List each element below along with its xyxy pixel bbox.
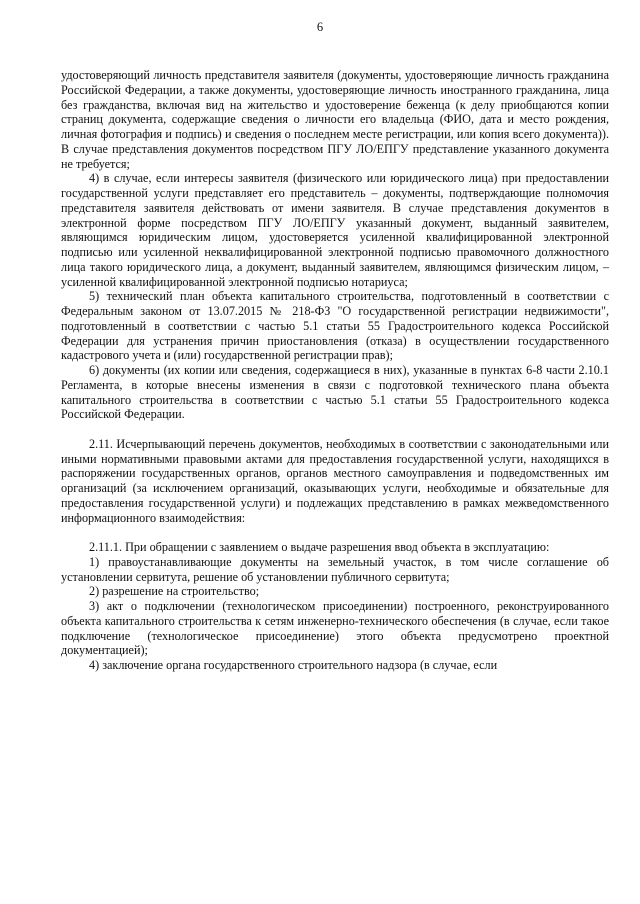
paragraph-representative-identity: удостоверяющий личность представителя заявителя (документы, удостоверяющие личность гражданина Российской Федерации, а также документы, удостоверяющие личность иностранного гражданина, лица без гражданства, включая вид на жительство и удостоверение беженца (к делу приобщаются копии страниц документа, содержащие сведения о личности его владельца (ФИО, дата и место рождения, личная фотография и подпись) и сведения о последнем месте регистрации, или копия всего документа)). В случае представления документов посредством ПГУ ЛО/ЕПГУ представление указанного документа не требуется; (61, 68, 609, 171)
paragraph-list-item-4: 4) заключение органа государственного строительного надзора (в случае, если (89, 658, 498, 672)
paragraph-section-2-11: 2.11. Исчерпывающий перечень документов, необходимых в соответствии с законодательными или иными нормативными правовыми актами для предоставления государственной услуги, находящихся в распоряжении государственных органов, органов местного самоуправления и подведомственных им организаций (за исключением организаций, оказывающих услуги, необходимые и обязательные для предоставления государственной услуги) и подлежащих представлению в рамках межведомственного информационного взаимодействия: (61, 436, 609, 525)
paragraph-section-2-11-1: 2.11.1. При обращении с заявлением о выдаче разрешения ввод объекта в эксплуатацию: (89, 540, 550, 554)
paragraph-item-4: 4) в случае, если интересы заявителя (физического или юридического лица) при предоставлении государственной услуги представляет его представитель – документы, подтверждающие полномочия представителя заявителя действовать от имени заявителя. В случае представления документов в электронной форме посредством ПГУ ЛО/ЕПГУ указанный документ, выданный заявителем, являющимся юридическим лицом, удостоверяется усиленной квалифицированной электронной подписью или усиленной неквалифицированной электронной подписью правомочного должностного лица такого юридического лица, а документ, выданный заявителем, являющимся физическим лицом, – усиленной квалифицированной электронной подписью нотариуса; (61, 171, 609, 289)
paragraph-list-item-2: 2) разрешение на строительство; (89, 584, 260, 599)
paragraph-list-item-1: 1) правоустанавливающие документы на земельный участок, в том числе соглашение об установлении сервитута, решение об установлении публичного сервитута; (61, 554, 609, 584)
paragraph-item-6: 6) документы (их копии или сведения, содержащиеся в них), указанные в пунктах 6-8 части 2.10.1 Регламента, в которые внесены изменения в связи с подготовкой технического плана объекта капитального строительства в соответствии с частью 5.1 статьи 55 Градостроительного кодекса Российской Федерации. (61, 363, 609, 422)
page-number: 6 (316, 20, 324, 34)
paragraph-list-item-3: 3) акт о подключении (технологическом присоединении) построенного, реконструированного объекта капитального строительства к сетям инженерно-технического обеспечения (в случае, если такое подключение (технологическое присоединение) этого объекта предусмотрено проектной документацией); (61, 599, 609, 658)
document-body (61, 68, 609, 673)
paragraph-item-5: 5) технический план объекта капитального строительства, подготовленный в соответствии с Федеральным законом от 13.07.2015 № 218-ФЗ "О государственной регистрации недвижимости", подготовленный в соответствии с частью 5.1 статьи 55 Градостроительного кодекса Российской Федерации для устранения причин приостановления (отказа) в осуществлении государственного кадастрового учета и (или) государственной регистрации прав); (61, 289, 609, 363)
